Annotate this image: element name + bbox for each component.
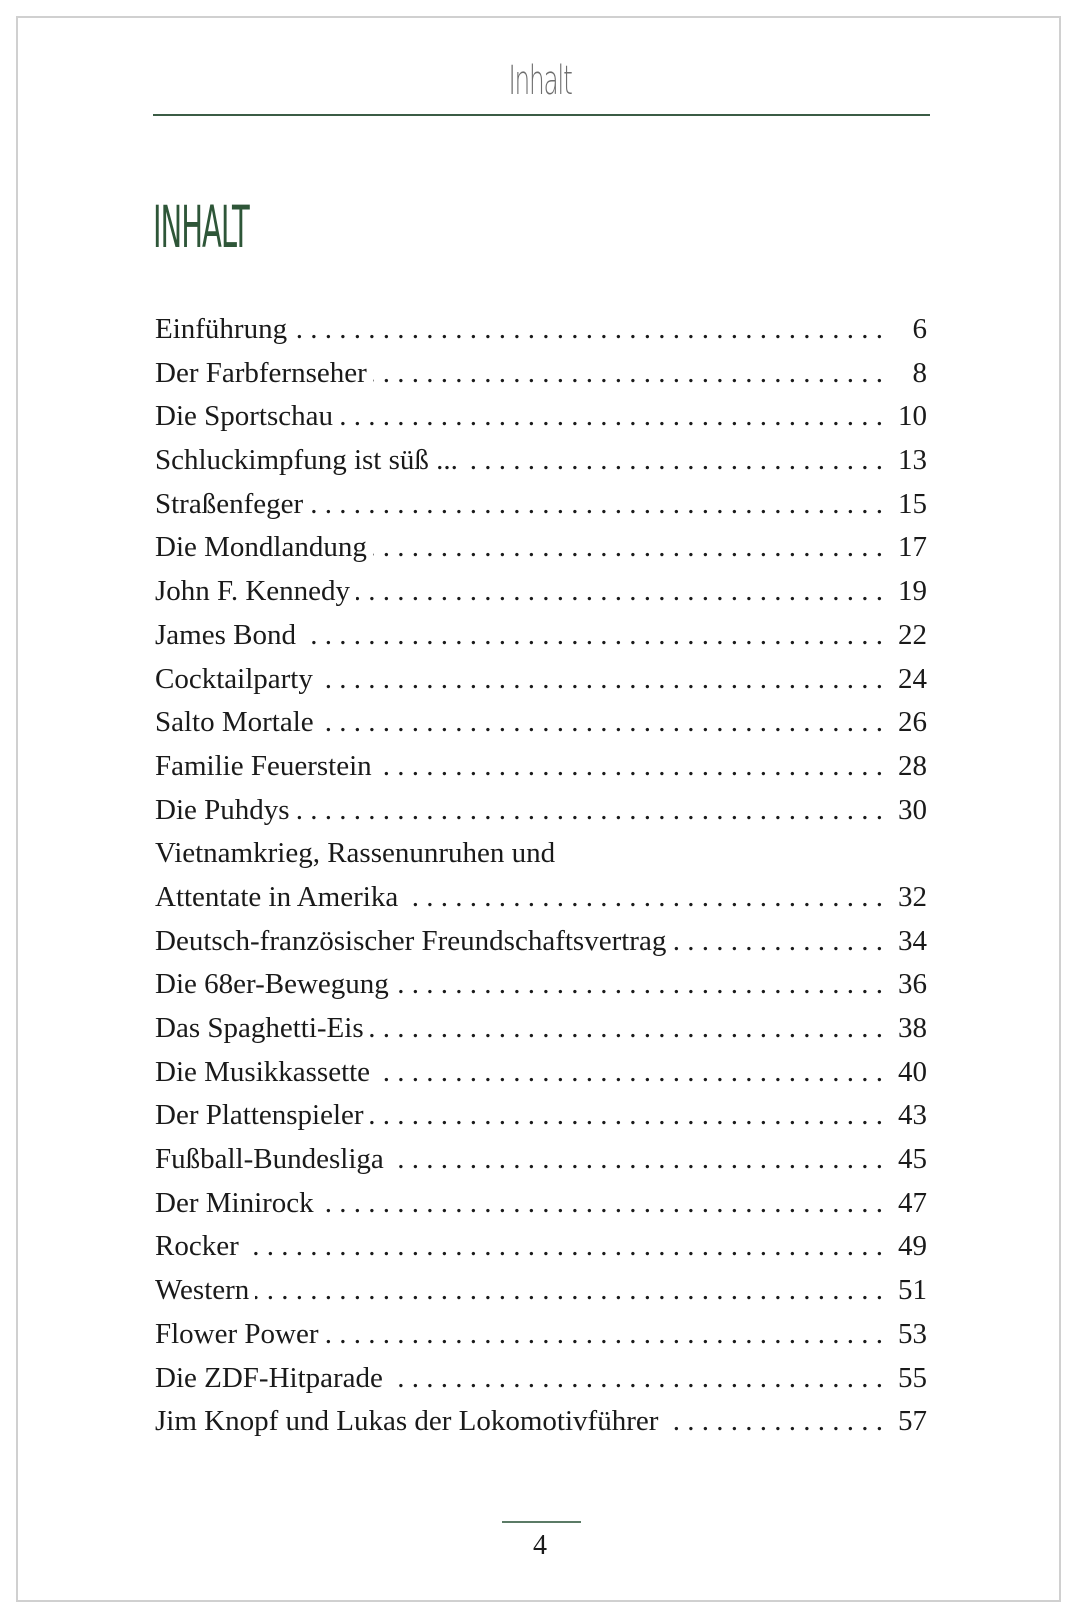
toc-entry[interactable] — [155, 963, 927, 1007]
toc-entry-page: 28 — [898, 749, 927, 782]
dot-leader — [373, 352, 883, 396]
toc-entry-title: Vietnamkrieg, Rassenunruhen und — [155, 837, 556, 870]
dot-leader — [378, 745, 883, 789]
dot-leader — [376, 1051, 883, 1095]
toc-entry-page: 6 — [912, 313, 927, 345]
dot-leader — [390, 1138, 883, 1182]
toc-entry-page: 55 — [898, 1361, 927, 1394]
toc-entry-page: 26 — [898, 706, 927, 739]
toc-entry[interactable] — [155, 701, 927, 745]
toc-entry[interactable] — [155, 483, 927, 527]
dot-leader — [302, 614, 883, 658]
toc-entry[interactable] — [155, 1313, 927, 1357]
dot-leader — [404, 876, 883, 920]
toc-entry-page: 19 — [898, 575, 927, 608]
toc-entry[interactable] — [155, 1094, 927, 1138]
toc-entry-title: Attentate in Amerika — [155, 880, 399, 913]
toc-entry[interactable] — [155, 1182, 927, 1226]
toc-entry-title: Straßenfeger — [155, 487, 304, 520]
dot-leader — [319, 658, 883, 702]
toc-entry[interactable] — [155, 745, 927, 789]
toc-entry[interactable] — [155, 1269, 927, 1313]
toc-entry-page: 49 — [898, 1230, 927, 1263]
toc-entry[interactable] — [155, 570, 927, 614]
toc-entry[interactable] — [155, 1007, 927, 1051]
dot-leader — [356, 570, 883, 614]
toc-entry-page: 13 — [898, 444, 927, 477]
toc-entry[interactable] — [155, 1357, 927, 1401]
toc-entry-title: Die ZDF-Hitparade — [155, 1361, 383, 1394]
toc-entry[interactable] — [155, 1225, 927, 1269]
toc-entry[interactable] — [155, 658, 927, 702]
toc-entry-title: Cocktailparty — [155, 662, 313, 695]
dot-leader — [320, 701, 883, 745]
toc-entry-title: Rocker — [155, 1230, 239, 1263]
dot-leader — [296, 789, 883, 833]
dot-leader — [309, 483, 883, 527]
toc-entry-page: 38 — [898, 1012, 927, 1044]
toc-entry-title: Die Sportschau — [155, 400, 333, 433]
toc-entry[interactable] — [155, 614, 927, 658]
toc-entry-title: Der Plattenspieler — [155, 1099, 364, 1132]
dot-leader — [325, 1313, 883, 1357]
toc-entry-page: 17 — [898, 531, 927, 564]
toc-entry-title: John F. Kennedy — [155, 575, 351, 608]
dot-leader — [672, 920, 883, 964]
toc-entry-title: Die Musikkassette — [155, 1055, 371, 1088]
toc-entry-title: Der Minirock — [155, 1186, 314, 1219]
toc-entry-page: 57 — [898, 1405, 927, 1438]
dot-leader — [339, 395, 883, 439]
toc-entry-title: Die Puhdys — [155, 793, 290, 826]
page-number: 4 — [533, 1530, 547, 1561]
dot-leader — [370, 1007, 883, 1051]
toc-entry-title: Schluckimpfung ist süß ... — [155, 444, 458, 477]
toc-entry[interactable] — [155, 308, 927, 352]
toc-entry-page: 34 — [898, 924, 927, 957]
toc-entry[interactable] — [155, 789, 927, 833]
dot-leader — [389, 1357, 883, 1401]
toc-entry-page: 30 — [898, 793, 927, 826]
dot-leader — [373, 526, 883, 570]
toc-entry-page: 51 — [898, 1274, 927, 1307]
toc-entry-page: 43 — [898, 1099, 927, 1132]
toc-entry-title: Western — [155, 1274, 250, 1307]
dot-leader — [464, 439, 883, 483]
toc-entry-page: 40 — [898, 1055, 927, 1088]
toc-entry-page: 53 — [898, 1317, 927, 1350]
toc-entry-page: 45 — [898, 1143, 927, 1176]
toc-entry-title: Die 68er-Bewegung — [155, 968, 389, 1001]
dot-leader — [395, 963, 883, 1007]
toc-entry-title: Jim Knopf und Lukas der Lokomotivführer — [155, 1405, 659, 1438]
table-of-contents — [155, 308, 927, 1444]
toc-entry-page: 47 — [898, 1186, 927, 1219]
toc-entry-title: James Bond — [155, 618, 296, 651]
toc-entry-title: Einführung — [155, 313, 288, 345]
toc-entry[interactable] — [155, 876, 927, 920]
toc-entry-page: 24 — [898, 662, 927, 695]
toc-entry-page: 8 — [912, 356, 927, 389]
toc-entry-title: Familie Feuerstein — [155, 749, 372, 782]
toc-entry-title: Der Farbfernseher — [155, 356, 367, 389]
header-rule — [153, 114, 930, 116]
dot-leader — [293, 308, 883, 352]
dot-leader — [255, 1269, 883, 1313]
running-head: Inhalt — [508, 58, 572, 104]
toc-entry-page: 32 — [898, 880, 927, 913]
footer-rule — [502, 1521, 581, 1523]
toc-entry[interactable] — [155, 439, 927, 483]
toc-entry-title: Das Spaghetti-Eis — [155, 1012, 364, 1044]
dot-leader — [320, 1182, 883, 1226]
toc-entry[interactable] — [155, 395, 927, 439]
toc-entry[interactable] — [155, 1400, 927, 1444]
toc-entry[interactable] — [155, 352, 927, 396]
toc-entry[interactable] — [155, 1138, 927, 1182]
chapter-title: INHALT — [153, 193, 249, 261]
toc-entry[interactable] — [155, 526, 927, 570]
toc-entry-title: Fußball-Bundesliga — [155, 1143, 384, 1176]
toc-entry-page: 15 — [898, 487, 927, 520]
toc-entry-title: Deutsch-französischer Freundschaftsvertrag — [155, 924, 667, 957]
toc-entry[interactable] — [155, 1051, 927, 1095]
toc-entry-page: 22 — [898, 618, 927, 651]
toc-entry-title: Die Mondlandung — [155, 531, 367, 564]
toc-entry[interactable] — [155, 920, 927, 964]
toc-entry-page: 36 — [898, 968, 927, 1001]
dot-leader — [370, 1094, 883, 1138]
dot-leader — [664, 1400, 883, 1444]
toc-entry-page: 10 — [898, 400, 927, 433]
toc-entry-title: Flower Power — [155, 1317, 319, 1350]
dot-leader — [245, 1225, 883, 1269]
toc-entry[interactable] — [155, 832, 927, 876]
toc-entry-title: Salto Mortale — [155, 706, 314, 739]
